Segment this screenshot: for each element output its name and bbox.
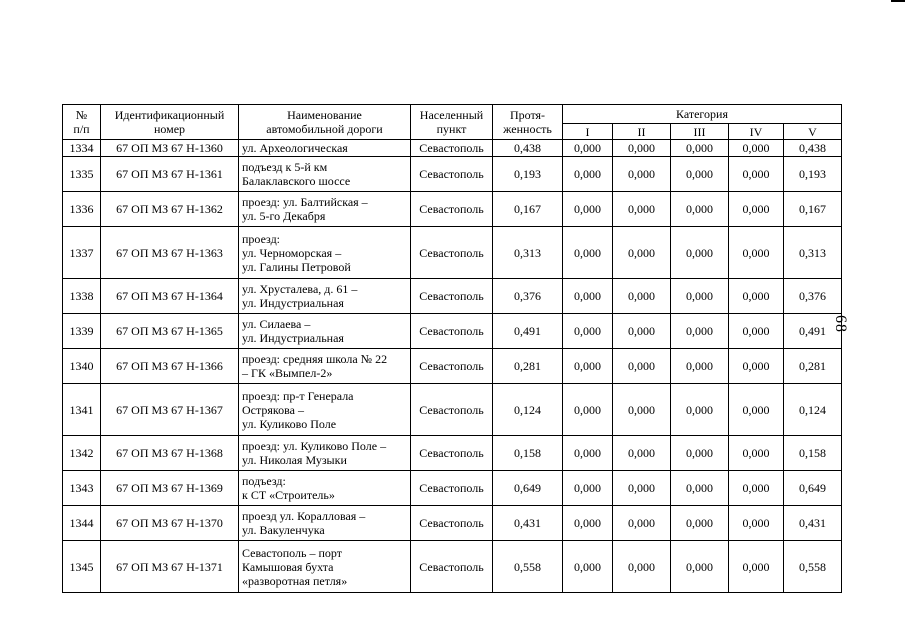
row-category-2: 0,000 — [613, 140, 671, 157]
header-road-name — [239, 105, 411, 140]
row-category-4: 0,000 — [729, 506, 784, 541]
row-locality: Севастополь — [411, 471, 493, 506]
table-row — [63, 227, 842, 279]
header-length-label: Протя- женность — [503, 108, 552, 136]
road-name-line: ул. Галины Петровой — [242, 259, 351, 274]
row-identifier: 67 ОП МЗ 67 Н-1361 — [101, 157, 239, 192]
row-number: 1345 — [63, 541, 101, 593]
road-name-line: ул. Черноморская – — [242, 245, 342, 260]
row-locality: Севастополь — [411, 140, 493, 157]
table-row — [63, 314, 842, 349]
row-category-5: 0,313 — [784, 227, 842, 279]
row-number: 1337 — [63, 227, 101, 279]
row-identifier: 67 ОП МЗ 67 Н-1369 — [101, 471, 239, 506]
row-length: 0,167 — [493, 192, 563, 227]
row-category-3: 0,000 — [671, 140, 729, 157]
row-category-5: 0,281 — [784, 349, 842, 384]
row-category-2: 0,000 — [613, 384, 671, 436]
road-name-line: Острякова – — [242, 402, 304, 417]
table-header — [63, 105, 842, 140]
row-locality: Севастополь — [411, 506, 493, 541]
header-id — [101, 105, 239, 140]
table-row — [63, 157, 842, 192]
row-category-5: 0,193 — [784, 157, 842, 192]
road-name-line: проезд: — [242, 231, 281, 246]
row-number: 1336 — [63, 192, 101, 227]
row-number: 1340 — [63, 349, 101, 384]
header-cat-3: III — [671, 124, 729, 140]
row-locality: Севастополь — [411, 541, 493, 593]
row-category-3: 0,000 — [671, 192, 729, 227]
row-category-4: 0,000 — [729, 192, 784, 227]
row-category-3: 0,000 — [671, 349, 729, 384]
road-name-line: Балаклавского шоссе — [242, 174, 351, 188]
road-name-line: проезд: ул. Куликово Поле – — [242, 439, 387, 453]
header-cat-1: I — [563, 124, 613, 140]
row-category-2: 0,000 — [613, 279, 671, 314]
row-length: 0,649 — [493, 471, 563, 506]
row-category-3: 0,000 — [671, 279, 729, 314]
row-length: 0,193 — [493, 157, 563, 192]
row-length: 0,491 — [493, 314, 563, 349]
row-category-3: 0,000 — [671, 157, 729, 192]
row-identifier: 67 ОП МЗ 67 Н-1371 — [101, 541, 239, 593]
road-name-line: проезд ул. Коралловая – — [242, 509, 366, 523]
row-locality: Севастополь — [411, 227, 493, 279]
row-length: 0,313 — [493, 227, 563, 279]
row-length: 0,438 — [493, 140, 563, 157]
road-name-line: «разворотная петля» — [242, 573, 348, 588]
row-road-name — [239, 192, 411, 227]
table-row — [63, 349, 842, 384]
row-category-5: 0,649 — [784, 471, 842, 506]
row-road-name — [239, 506, 411, 541]
row-road-name — [239, 157, 411, 192]
row-category-2: 0,000 — [613, 471, 671, 506]
row-category-3: 0,000 — [671, 314, 729, 349]
row-road-name — [239, 541, 411, 593]
row-category-5: 0,158 — [784, 436, 842, 471]
row-number: 1335 — [63, 157, 101, 192]
row-road-name — [239, 279, 411, 314]
table-row — [63, 541, 842, 593]
table-row — [63, 192, 842, 227]
row-number: 1339 — [63, 314, 101, 349]
road-name-line: ул. 5-го Декабря — [242, 209, 326, 223]
row-category-1: 0,000 — [563, 349, 613, 384]
header-cat-4: IV — [729, 124, 784, 140]
row-identifier: 67 ОП МЗ 67 Н-1363 — [101, 227, 239, 279]
row-category-5: 0,491 — [784, 314, 842, 349]
road-name-line: ул. Силаева – — [242, 317, 311, 331]
table-row — [63, 384, 842, 436]
row-category-1: 0,000 — [563, 506, 613, 541]
road-name-line: ул. Вакуленчука — [242, 523, 325, 537]
road-name-line: проезд: ул. Балтийская – — [242, 195, 368, 209]
header-category: Категория — [563, 105, 842, 124]
road-name-line: Севастополь – порт — [242, 545, 342, 560]
row-category-2: 0,000 — [613, 436, 671, 471]
row-category-5: 0,558 — [784, 541, 842, 593]
row-number: 1338 — [63, 279, 101, 314]
row-road-name — [239, 349, 411, 384]
row-locality: Севастополь — [411, 279, 493, 314]
row-category-4: 0,000 — [729, 157, 784, 192]
row-category-5: 0,438 — [784, 140, 842, 157]
row-locality: Севастополь — [411, 192, 493, 227]
row-length: 0,124 — [493, 384, 563, 436]
header-road-name-label: Наименование автомобильной дороги — [266, 108, 383, 136]
row-category-4: 0,000 — [729, 471, 784, 506]
row-category-5: 0,431 — [784, 506, 842, 541]
row-category-1: 0,000 — [563, 279, 613, 314]
header-id-label: Идентификационный номер — [114, 108, 225, 136]
header-num-label: № п/п — [73, 108, 90, 136]
row-category-5: 0,167 — [784, 192, 842, 227]
row-category-2: 0,000 — [613, 506, 671, 541]
row-category-2: 0,000 — [613, 541, 671, 593]
row-length: 0,376 — [493, 279, 563, 314]
row-locality: Севастополь — [411, 157, 493, 192]
table-row — [63, 279, 842, 314]
row-identifier: 67 ОП МЗ 67 Н-1365 — [101, 314, 239, 349]
row-category-5: 0,124 — [784, 384, 842, 436]
row-category-5: 0,376 — [784, 279, 842, 314]
row-locality: Севастополь — [411, 436, 493, 471]
header-cat-2: II — [613, 124, 671, 140]
row-length: 0,158 — [493, 436, 563, 471]
row-locality: Севастополь — [411, 384, 493, 436]
row-number: 1342 — [63, 436, 101, 471]
row-category-2: 0,000 — [613, 157, 671, 192]
row-category-1: 0,000 — [563, 436, 613, 471]
row-category-4: 0,000 — [729, 279, 784, 314]
row-identifier: 67 ОП МЗ 67 Н-1362 — [101, 192, 239, 227]
row-category-4: 0,000 — [729, 314, 784, 349]
row-length: 0,281 — [493, 349, 563, 384]
row-category-1: 0,000 — [563, 192, 613, 227]
row-category-3: 0,000 — [671, 227, 729, 279]
road-name-line: – ГК «Вымпел-2» — [242, 366, 333, 380]
row-road-name — [239, 436, 411, 471]
road-name-line: проезд: пр-т Генерала — [242, 388, 354, 403]
row-identifier: 67 ОП МЗ 67 Н-1368 — [101, 436, 239, 471]
row-identifier: 67 ОП МЗ 67 Н-1366 — [101, 349, 239, 384]
roads-table — [62, 104, 842, 593]
table-row — [63, 436, 842, 471]
row-category-1: 0,000 — [563, 384, 613, 436]
road-name-line: ул. Индустриальная — [242, 296, 344, 310]
row-identifier: 67 ОП МЗ 67 Н-1370 — [101, 506, 239, 541]
row-length: 0,431 — [493, 506, 563, 541]
row-number: 1344 — [63, 506, 101, 541]
table-body — [63, 140, 842, 593]
road-name-line: к СТ «Строитель» — [242, 488, 335, 502]
row-locality: Севастополь — [411, 349, 493, 384]
row-category-3: 0,000 — [671, 541, 729, 593]
row-number: 1343 — [63, 471, 101, 506]
row-number: 1341 — [63, 384, 101, 436]
row-road-name — [239, 384, 411, 436]
road-name-line: ул. Хрусталева, д. 61 – — [242, 282, 358, 296]
row-road-name — [239, 227, 411, 279]
table-row — [63, 471, 842, 506]
header-cat-5: V — [784, 124, 842, 140]
page-number: 68 — [832, 315, 849, 333]
row-category-4: 0,000 — [729, 436, 784, 471]
row-category-4: 0,000 — [729, 140, 784, 157]
row-identifier: 67 ОП МЗ 67 Н-1360 — [101, 140, 239, 157]
row-category-4: 0,000 — [729, 349, 784, 384]
row-identifier: 67 ОП МЗ 67 Н-1367 — [101, 384, 239, 436]
row-length: 0,558 — [493, 541, 563, 593]
row-category-2: 0,000 — [613, 192, 671, 227]
table-row — [63, 140, 842, 157]
row-category-2: 0,000 — [613, 314, 671, 349]
row-category-2: 0,000 — [613, 349, 671, 384]
row-road-name — [239, 314, 411, 349]
row-category-3: 0,000 — [671, 506, 729, 541]
header-num — [63, 105, 101, 140]
header-length — [493, 105, 563, 140]
road-name-line: подъезд: — [242, 474, 286, 488]
row-road-name — [239, 140, 411, 157]
row-category-4: 0,000 — [729, 541, 784, 593]
road-name-line: ул. Археологическая — [242, 141, 348, 155]
header-locality — [411, 105, 493, 140]
row-identifier: 67 ОП МЗ 67 Н-1364 — [101, 279, 239, 314]
row-category-1: 0,000 — [563, 140, 613, 157]
row-locality: Севастополь — [411, 314, 493, 349]
row-road-name — [239, 471, 411, 506]
row-category-3: 0,000 — [671, 471, 729, 506]
road-name-line: ул. Куликово Поле — [242, 416, 337, 431]
table-row — [63, 506, 842, 541]
row-category-1: 0,000 — [563, 471, 613, 506]
road-name-line: подъезд к 5-й км — [242, 160, 328, 174]
row-category-4: 0,000 — [729, 227, 784, 279]
row-category-2: 0,000 — [613, 227, 671, 279]
row-category-1: 0,000 — [563, 314, 613, 349]
row-number: 1334 — [63, 140, 101, 157]
header-locality-label: Населенный пункт — [419, 108, 484, 136]
row-category-3: 0,000 — [671, 436, 729, 471]
row-category-1: 0,000 — [563, 227, 613, 279]
row-category-3: 0,000 — [671, 384, 729, 436]
road-name-line: ул. Николая Музыки — [242, 453, 347, 467]
road-name-line: проезд: средняя школа № 22 — [242, 352, 388, 366]
road-name-line: ул. Индустриальная — [242, 331, 344, 345]
scan-corner-mark — [891, 0, 905, 2]
row-category-1: 0,000 — [563, 157, 613, 192]
road-name-line: Камышовая бухта — [242, 559, 334, 574]
row-category-4: 0,000 — [729, 384, 784, 436]
row-category-1: 0,000 — [563, 541, 613, 593]
